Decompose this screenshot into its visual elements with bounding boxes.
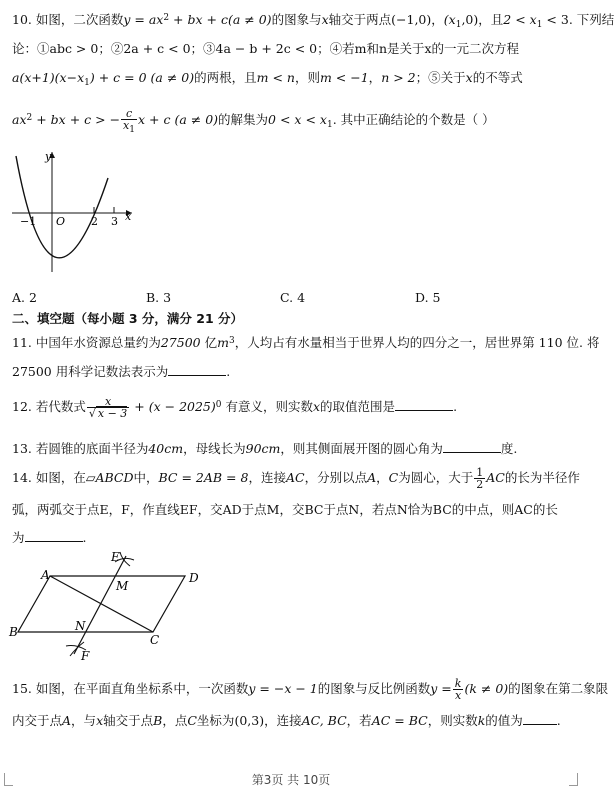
q11-text: 27500 用科学记数法表示为	[12, 364, 169, 379]
q10-sup: 2	[26, 113, 33, 123]
q13-text: ，则其侧面展开图的圆心角为	[280, 441, 443, 456]
q15-text: 的图象在第二象限	[508, 681, 609, 696]
q15-text: ，点	[162, 713, 188, 728]
q10-text: 的图象与	[271, 12, 322, 27]
fig-label-d: D	[189, 571, 199, 585]
q12-answer-blank[interactable]	[395, 398, 453, 411]
q15-text: ，与	[71, 713, 97, 728]
q15-text: ，连接	[264, 713, 302, 728]
q14-line2: 弧，两弧交于点E，F，作直线EF，交AD于点M，交BC于点N，若点N恰为BC的中点，则AC的长	[12, 502, 558, 517]
q12-text: 有意义，则实数	[221, 399, 313, 414]
q10-text: 的解集为	[218, 112, 269, 127]
q10-text: . 下列结	[568, 12, 614, 27]
q10-point2-rest: ,0)	[461, 12, 479, 27]
q11-text: .	[226, 364, 231, 379]
q14-text: ，连接	[248, 470, 286, 485]
graph-tick-2: 2	[91, 215, 98, 228]
q12-frac-num: x	[87, 396, 129, 408]
q12-fraction: $\frac{x}{√ x - 3}$	[88, 395, 128, 420]
q10-text: ，	[431, 12, 444, 27]
q15-k: k	[477, 713, 486, 728]
frac-sub: 1	[129, 125, 135, 135]
q10-m: m < −1	[319, 70, 369, 85]
q15-coord: (0,3)	[234, 713, 265, 728]
q10-line2: 论：①abc > 0；②2a + c < 0；③4a − b + 2c < 0；④若m和n是关于x的一元二次方程	[12, 41, 520, 56]
q11-unit: m	[217, 335, 229, 350]
q10-ineq2-rest: x + c (a ≠ 0)	[138, 112, 219, 127]
q14-pc: C	[388, 470, 399, 485]
q15-text: 坐标为	[196, 713, 235, 728]
q10-sub: 1	[84, 78, 90, 88]
q13-text: 13. 若圆锥的底面半径为	[12, 441, 149, 456]
q15-pc: C	[187, 713, 197, 728]
q10-line4	[12, 108, 572, 134]
q10-eq-rest: ) + c = 0 (a ≠ 0)	[89, 70, 195, 85]
q15-answer-blank[interactable]	[523, 712, 557, 725]
q15-text: .	[556, 713, 561, 728]
graph-tick-3: 3	[111, 215, 118, 228]
q12-sup: 0	[215, 400, 222, 410]
q14-text: .	[82, 530, 87, 545]
q15-pb: B	[153, 713, 163, 728]
q10-point: (−1,0)	[391, 12, 432, 27]
q11-line2	[12, 363, 572, 380]
graph-x-label: x	[125, 210, 132, 223]
q10-parabola-graph	[8, 148, 138, 276]
q10-text: ，且	[478, 12, 504, 27]
q11-sup: 3	[228, 336, 235, 346]
q15-line2	[12, 712, 572, 729]
q12-var: x	[312, 399, 321, 414]
q15-inverse: y =	[430, 681, 452, 696]
q11-text: 11. 中国年水资源总量约为	[12, 335, 161, 350]
q14-text: 14. 如图，在▱	[12, 470, 96, 485]
q10-text: 轴交于两点	[328, 12, 392, 27]
q10-func-rest: + bx + c(a ≠ 0)	[169, 12, 272, 27]
q13-radius: 40cm	[148, 441, 184, 456]
q13-answer-blank[interactable]	[443, 440, 501, 453]
choice-a[interactable]: A. 2	[12, 290, 37, 305]
q10-sub: 1	[326, 120, 333, 130]
q14-ac2: AC	[486, 470, 505, 485]
section-fill-in-title: 二、填空题（每小题 3 分，满分 21 分）	[12, 311, 244, 326]
q15-segs: AC, BC	[301, 713, 347, 728]
q13-line	[12, 440, 572, 457]
fig-label-f: F	[81, 649, 90, 663]
q13-text: ，母线长为	[183, 441, 246, 456]
q10-var: x	[321, 12, 329, 27]
q15-linear: y = −x − 1	[248, 681, 318, 696]
q14-text: ，分别以点	[304, 470, 368, 485]
q12-expr: + (x − 2025)	[130, 399, 216, 414]
page-footer: 第3页 共 10页	[251, 773, 331, 787]
q10-solution: 0 < x < x	[268, 112, 327, 127]
q15-text: 轴交于点	[103, 713, 154, 728]
q13-slant: 90cm	[245, 441, 281, 456]
q10-ineq2-mid: + bx + c > −	[32, 112, 121, 127]
q15-eq: AC = BC	[371, 713, 428, 728]
choice-d[interactable]: D. 5	[415, 290, 441, 305]
q14-ac: AC	[285, 470, 305, 485]
q10-fraction	[121, 108, 137, 133]
q10-func: y = ax	[123, 12, 164, 27]
q15-pa: A	[62, 713, 72, 728]
q14-half	[474, 467, 485, 490]
q15-line1	[12, 677, 609, 702]
q14-abcd: ABCD	[95, 470, 134, 485]
q12-frac-den: x − 3	[97, 407, 128, 420]
q14-answer-blank[interactable]	[25, 529, 83, 542]
q14-text: 为圆心，大于	[398, 470, 474, 485]
q12-text: .	[453, 399, 458, 414]
q14-text: ，	[376, 470, 389, 485]
q15-frac-den: x	[455, 689, 462, 702]
q14-bc: BC = 2AB = 8	[158, 470, 249, 485]
q10-mn: m < n	[256, 70, 295, 85]
q10-text: 10. 如图，二次函数	[12, 12, 124, 27]
fig-label-b: B	[9, 625, 18, 639]
q15-text: 的图象与反比例函数	[317, 681, 431, 696]
graph-tick-m1: −1	[20, 215, 37, 228]
q10-text: . 其中正确结论的个数是（ ）	[332, 112, 495, 127]
q14-line3	[12, 529, 572, 546]
q14-parallelogram-figure	[8, 546, 208, 666]
graph-origin-label: O	[56, 215, 66, 228]
graph-y-label: y	[45, 150, 52, 163]
half-num: 1	[476, 466, 484, 479]
fig-label-m: M	[116, 579, 129, 593]
q15-var: x	[96, 713, 104, 728]
q13-text: 度.	[500, 441, 518, 456]
choice-c[interactable]: C. 4	[280, 290, 306, 305]
fig-label-e: E	[111, 550, 120, 564]
q15-cond: (k ≠ 0)	[464, 681, 509, 696]
q11-line1	[12, 335, 600, 353]
q11-answer-blank[interactable]	[168, 363, 226, 376]
q10-line1	[12, 12, 614, 30]
q10-text: ，则	[294, 70, 320, 85]
frac-num: c	[121, 108, 137, 120]
choice-b[interactable]: B. 3	[146, 290, 172, 305]
q12-text: 12. 若代数式	[12, 399, 86, 414]
q10-n: n > 2	[381, 70, 416, 85]
q14-text: 中，	[133, 470, 159, 485]
q10-eq: a(x+1)(x−x	[12, 70, 85, 85]
q11-text: 亿	[200, 335, 218, 350]
q12-text: 的取值范围是	[320, 399, 396, 414]
q10-ineq: 2 < x	[503, 12, 537, 27]
q10-text: 的两根，且	[194, 70, 257, 85]
q10-point2: (x	[443, 12, 456, 27]
q10-text: 的不等式	[472, 70, 523, 85]
frac-den: x	[123, 119, 130, 132]
q14-text: 的长为半径作	[504, 470, 580, 485]
fig-label-c: C	[150, 633, 160, 647]
fig-label-a: A	[41, 568, 50, 582]
fig-label-n: N	[75, 619, 86, 633]
q10-text: ；⑤关于	[415, 70, 466, 85]
q14-text: 为	[12, 530, 25, 545]
q15-frac-num: k	[454, 677, 462, 690]
q15-text: 内交于点	[12, 713, 63, 728]
q10-var: x	[465, 70, 473, 85]
q14-pa: A	[367, 470, 377, 485]
q11-text: ，人均占有水量相当于世界人均的四分之一，居世界第 110 位. 将	[234, 335, 600, 350]
q10-sub: 1	[455, 20, 462, 30]
q14-line1	[12, 466, 580, 491]
half-den: 2	[476, 478, 484, 491]
q10-ineq2: ax	[12, 112, 27, 127]
q12-line	[12, 394, 572, 422]
q10-line3	[12, 70, 572, 88]
q15-text: 的值为	[485, 713, 523, 728]
q10-ineq-rest: < 3	[542, 12, 569, 27]
q15-text: ，则实数	[427, 713, 478, 728]
q15-text: 15. 如图，在平面直角坐标系中，一次函数	[12, 681, 249, 696]
q15-text: ，若	[346, 713, 372, 728]
q10-sub: 1	[536, 20, 543, 30]
q10-sup: 2	[163, 13, 170, 23]
q15-fraction	[453, 678, 464, 701]
q10-text: ，	[368, 70, 382, 85]
q11-number: 27500	[160, 335, 201, 350]
